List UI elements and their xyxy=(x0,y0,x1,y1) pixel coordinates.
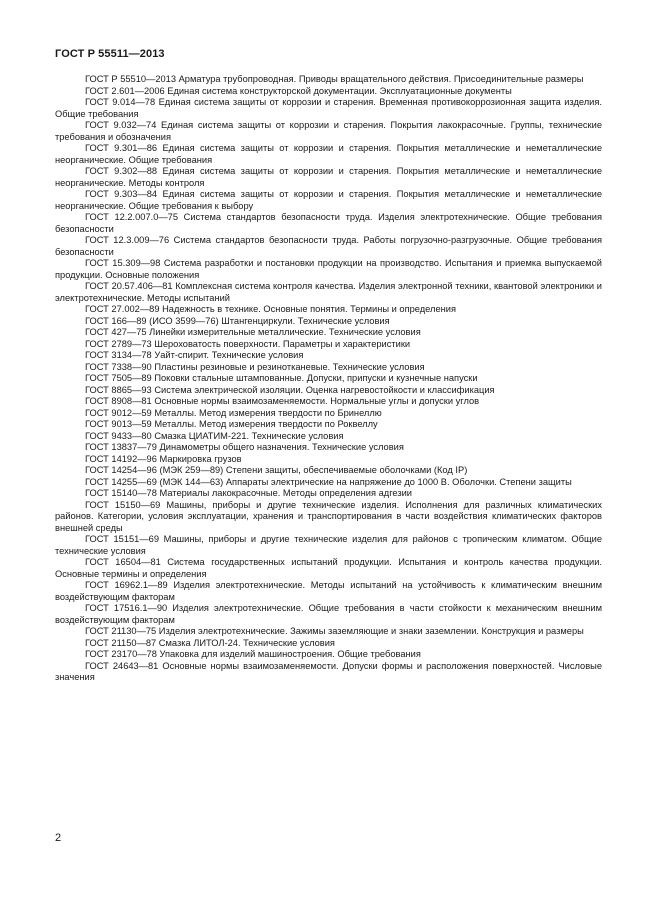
reference-item: ГОСТ Р 55510—2013 Арматура трубопроводная. Приводы вращательного действия. Присоединительные размеры xyxy=(85,74,584,84)
reference-item: ГОСТ 9.014—78 Единая система защиты от коррозии и старения. Временная противокоррозионная защита изделия. Общие требования xyxy=(55,97,602,119)
reference-item: ГОСТ 8908—81 Основные нормы взаимозаменяемости. Нормальные углы и допуски углов xyxy=(85,396,480,406)
document-header: ГОСТ Р 55511—2013 xyxy=(55,48,165,60)
reference-item: ГОСТ 9.301—86 Единая система защиты от коррозии и старения. Покрытия металлические и неметаллические неорганические. Общие требования xyxy=(55,143,602,165)
reference-item: ГОСТ 27.002—89 Надежность в технике. Основные понятия. Термины и определения xyxy=(85,304,456,314)
reference-item: ГОСТ 7505—89 Поковки стальные штампованные. Допуски, припуски и кузнечные напуски xyxy=(85,373,478,383)
reference-item: ГОСТ 23170—78 Упаковка для изделий машиностроения. Общие требования xyxy=(85,649,421,659)
reference-item: ГОСТ 21150—87 Смазка ЛИТОЛ-24. Технические условия xyxy=(85,637,335,648)
reference-item: ГОСТ 20.57.406—81 Комплексная система контроля качества. Изделия электронной техники, квантовой электроники и электротехнические. Методы испытаний xyxy=(55,281,602,303)
reference-item: ГОСТ 9433—80 Смазка ЦИАТИМ-221. Технические условия xyxy=(85,430,344,441)
reference-item: ГОСТ 9.302—88 Единая система защиты от коррозии и старения. Покрытия металлические и неметаллические неорганические. Методы контроля xyxy=(55,166,602,188)
reference-item: ГОСТ 14254—96 (МЭК 259—89) Степени защиты, обеспечиваемые оболочками (Код IP) xyxy=(85,465,468,475)
reference-item: ГОСТ 16504—81 Система государственных испытаний продукции. Испытания и контроль качества продукции. Основные термины и определения xyxy=(55,557,602,579)
reference-item: ГОСТ 9.303—84 Единая система защиты от коррозии и старения. Покрытия металлические и неметаллические неорганические. Общие требования к выбору xyxy=(55,189,602,211)
reference-item: ГОСТ 427—75 Линейки измерительные металлические. Технические условия xyxy=(85,327,421,337)
reference-item: ГОСТ 9013—59 Металлы. Метод измерения твердости по Роквеллу xyxy=(85,419,378,429)
reference-item: ГОСТ 15150—69 Машины, приборы и другие технические изделия. Исполнения для различных климатических районов. Категории, условия эксплуатации, хранения и транспортирования в части воздействия климатических факторов внешней среды xyxy=(55,499,602,533)
reference-item: ГОСТ 14255—69 (МЭК 144—63) Аппараты электрические на напряжение до 1000 В. Оболочки. Степени защиты xyxy=(85,476,572,487)
reference-item: ГОСТ 14192—96 Маркировка грузов xyxy=(85,453,242,464)
reference-item: ГОСТ 166—89 (ИСО 3599—76) Штангенциркули. Технические условия xyxy=(85,315,390,326)
reference-item: ГОСТ 2789—73 Шероховатость поверхности. Параметры и характеристики xyxy=(85,338,411,349)
reference-item: ГОСТ 15.309—98 Система разработки и постановки продукции на производство. Испытания и приемка выпускаемой продукции. Основные положения xyxy=(55,258,602,280)
reference-item: ГОСТ 15151—69 Машины, приборы и другие технические изделия для районов с тропическим климатом. Общие технические условия xyxy=(55,534,602,556)
normative-references-list xyxy=(55,74,602,684)
reference-item: ГОСТ 15140—78 Материалы лакокрасочные. Методы определения адгезии xyxy=(85,488,412,498)
reference-item: ГОСТ 7338—90 Пластины резиновые и резинотканевые. Технические условия xyxy=(85,361,425,372)
reference-item: ГОСТ 16962.1—89 Изделия электротехнические. Методы испытаний на устойчивость к климатическим внешним воздействующим факторам xyxy=(55,580,602,602)
reference-item: ГОСТ 2.601—2006 Единая система конструкторской документации. Эксплуатационные документы xyxy=(85,85,512,96)
reference-item: ГОСТ 24643—81 Основные нормы взаимозаменяемости. Допуски формы и расположения поверхностей. Числовые значения xyxy=(55,660,602,682)
reference-item: ГОСТ 3134—78 Уайт-спирит. Технические условия xyxy=(85,350,304,360)
reference-item: ГОСТ 8865—93 Система электрической изоляции. Оценка нагревостойкости и классификация xyxy=(85,384,495,395)
reference-item: ГОСТ 13837—79 Динамометры общего назначения. Технические условия xyxy=(85,442,404,452)
reference-item: ГОСТ 9012—59 Металлы. Метод измерения твердости по Бринеллю xyxy=(85,407,382,418)
reference-item: ГОСТ 12.2.007.0—75 Система стандартов безопасности труда. Изделия электротехнические. Общие требования безопасности xyxy=(55,212,602,234)
page-number: 2 xyxy=(55,832,62,844)
reference-item: ГОСТ 21130—75 Изделия электротехнические. Зажимы заземляющие и знаки заземлении. Конструкция и размеры xyxy=(85,626,584,636)
reference-item: ГОСТ 12.3.009—76 Система стандартов безопасности труда. Работы погрузочно-разгрузочные. Общие требования безопасности xyxy=(55,235,602,257)
reference-item: ГОСТ 17516.1—90 Изделия электротехнические. Общие требования в части стойкости к механическим внешним воздействующим факторам xyxy=(55,603,602,625)
reference-item: ГОСТ 9.032—74 Единая система защиты от коррозии и старения. Покрытия лакокрасочные. Группы, технические требования и обозначения xyxy=(55,120,602,142)
